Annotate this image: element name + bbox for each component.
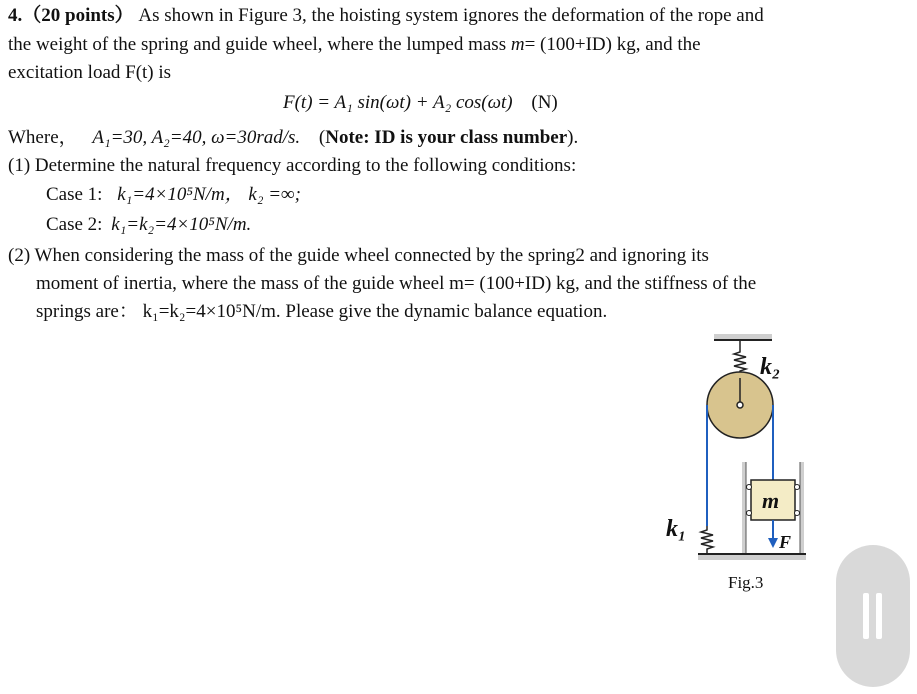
where-line xyxy=(8,126,578,150)
problem-line-3: excitation load F(t) is xyxy=(8,62,172,83)
line2-text-b: = (100+ID) kg, and the xyxy=(524,34,701,55)
formula-unit: (N) xyxy=(531,92,558,113)
wheel-axle xyxy=(737,402,743,408)
question-2-line-3: springs are： k₁=k₂=4×10⁵N/m. Please give the dynamic balance equation. xyxy=(36,301,608,322)
guide-rail-right xyxy=(800,462,804,554)
note-close: ). xyxy=(567,127,579,148)
case1-values: k₁=4×10⁵N/m， k₂ =∞; xyxy=(117,184,301,205)
case1-label: Case 1: xyxy=(46,184,103,205)
mass-label: m xyxy=(762,488,780,513)
roller-right-bottom xyxy=(795,511,800,516)
roller-left-bottom xyxy=(747,511,752,516)
force-label: F xyxy=(779,532,792,552)
excitation-formula xyxy=(283,91,558,115)
roller-right-top xyxy=(795,485,800,490)
question-1: (1) Determine the natural frequency according to the following conditions: xyxy=(8,155,577,176)
problem-line-2 xyxy=(8,33,701,57)
note-open: ( xyxy=(318,127,326,148)
line2-text-a: the weight of the spring and guide wheel, where the lumped mass xyxy=(8,34,511,55)
mass-symbol: m xyxy=(510,34,525,55)
where-label: Where， xyxy=(8,127,78,148)
pause-bar-left xyxy=(863,593,869,639)
hoisting-system-figure xyxy=(660,330,820,600)
pause-bar-right xyxy=(876,593,882,639)
figure-caption: Fig.3 xyxy=(728,573,764,592)
note-label: Note xyxy=(325,127,364,148)
k1-label: k₁ xyxy=(666,516,687,542)
scroll-handle[interactable] xyxy=(836,545,910,687)
k2-label: k₂ xyxy=(760,354,781,380)
force-arrow-head xyxy=(768,538,778,548)
problem-line-1 xyxy=(8,4,764,28)
guide-rail-left xyxy=(742,462,746,554)
case-2 xyxy=(46,213,251,237)
formula-expression: F(t) = A₁ sin(ωt) + A₂ cos(ωt) xyxy=(283,92,513,113)
case-1 xyxy=(46,183,301,207)
problem-number: 4.（20 points） xyxy=(8,5,134,26)
where-params: A₁=30, A₂=40, ω=30rad/s. xyxy=(92,127,301,148)
problem-intro-text: As shown in Figure 3, the hoisting system ignores the deformation of the rope and xyxy=(138,5,764,26)
spring-k1 xyxy=(701,526,713,554)
question-2-line-1: (2) When considering the mass of the guide wheel connected by the spring2 and ignoring its xyxy=(8,245,709,266)
question-2-line-2: moment of inertia, where the mass of the guide wheel m= (100+ID) kg, and the stiffness of the xyxy=(36,273,757,294)
note-text: : ID is your class number xyxy=(363,127,568,148)
roller-left-top xyxy=(747,485,752,490)
case2-label: Case 2: xyxy=(46,214,103,235)
case2-values: k₁=k₂=4×10⁵N/m. xyxy=(111,214,252,235)
